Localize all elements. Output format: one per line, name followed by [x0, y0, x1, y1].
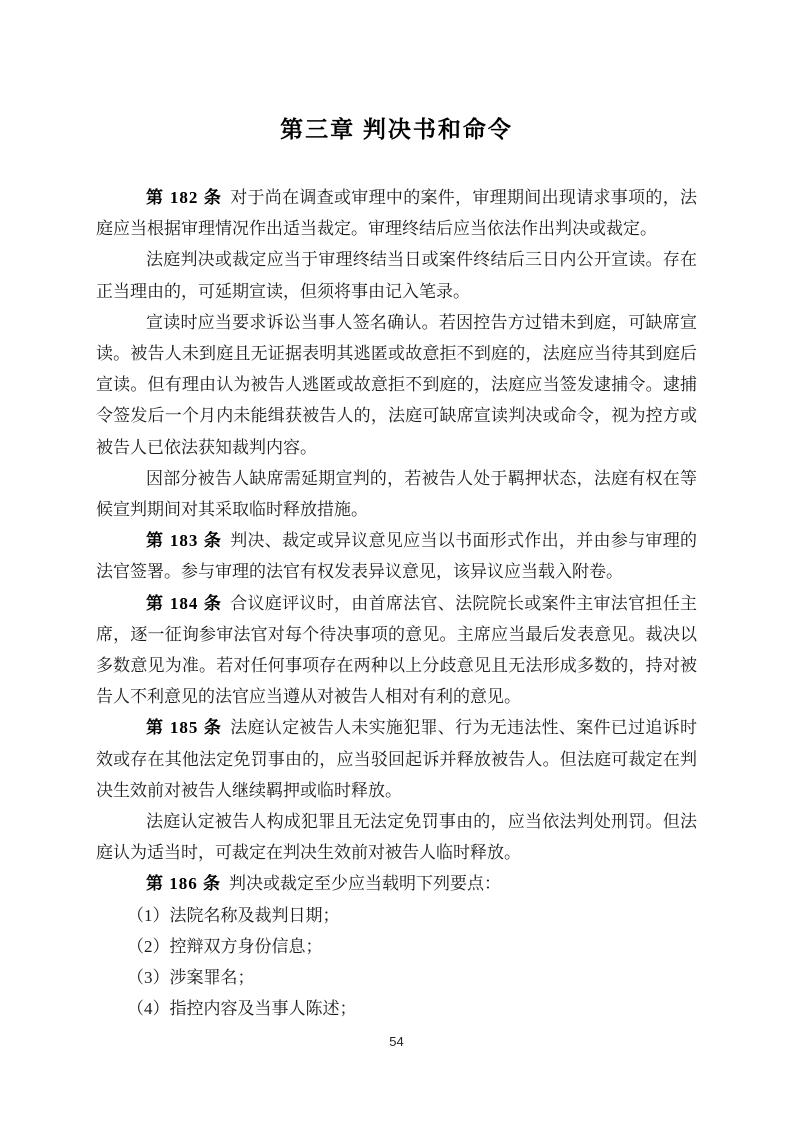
paragraph-text: 法庭认定被告人未实施犯罪、行为无违法性、案件已过追诉时效或存在其他法定免罚事由的，应当驳回起诉并释放被告人。但法庭可裁定在判决生效前对被告人继续羁押或临时释放。 [96, 718, 698, 800]
paragraph [96, 244, 697, 306]
paragraph-text: 法庭认定被告人构成犯罪且无法定免罚事由的，应当依法判处刑罚。但法庭认为适当时，可裁定在判决生效前对被告人临时释放。 [96, 812, 697, 863]
paragraph-text: 宣读时应当要求诉讼当事人签名确认。若因控告方过错未到庭，可缺席宣读。被告人未到庭且无证据表明其逃匿或故意拒不到庭的，法庭应当待其到庭后宣读。但有理由认为被告人逃匿或故意拒不到庭的，法庭应当签发逮捕令。逮捕令签发后一个月内未能缉获被告人的，法庭可缺席宣读判决或命令，视为控方或被告人已依法获知裁判内容。 [96, 312, 697, 457]
numbered-list [96, 900, 697, 1025]
paragraph [96, 712, 697, 806]
article-number: 第 183 条 [146, 531, 223, 551]
paragraph [96, 525, 697, 587]
list-item: （2）控辩双方身份信息； [127, 936, 323, 956]
body-paragraphs [96, 182, 697, 900]
paragraph [96, 588, 697, 713]
article-number: 第 182 条 [146, 188, 223, 207]
list-item: （3）涉案罪名； [127, 968, 255, 988]
article-number: 第 186 条 [146, 874, 221, 894]
page-content [96, 112, 697, 1024]
paragraph-text: 合议庭评议时，由首席法官、法院院长或案件主审法官担任主席，逐一征询参审法官对每个待决事项的意见。主席应当最后发表意见。裁决以多数意见为准。若对任何事项存在两种以上分歧意见且无法形成多数的，持对被告人不利意见的法官应当遵从对被告人相对有利的意见。 [96, 593, 698, 707]
article-number: 第 185 条 [146, 718, 223, 738]
chapter-title: 第三章 判决书和命令 [280, 117, 513, 142]
paragraph [96, 307, 697, 463]
paragraph [96, 463, 697, 525]
paragraph [96, 806, 697, 868]
list-item: （1）法院名称及裁判日期； [127, 905, 340, 925]
paragraph [96, 868, 697, 899]
paragraph-text: 因部分被告人缺席需延期宣判的，若被告人处于羁押状态，法庭有权在等候宣判期间对其采取临时释放措施。 [96, 468, 697, 520]
page-number: 54 [389, 1034, 404, 1049]
paragraph-text: 判决或裁定至少应当载明下列要点： [229, 874, 501, 894]
paragraph-text: 法庭判决或裁定应当于审理终结当日或案件终结后三日内公开宣读。存在正当理由的，可延期宣读，但须将事由记入笔录。 [96, 250, 697, 301]
list-item: （4）指控内容及当事人陈述； [127, 999, 357, 1019]
paragraph [96, 182, 697, 244]
paragraph-text: 判决、裁定或异议意见应当以书面形式作出，并由参与审理的法官签署。参与审理的法官有权发表异议意见，该异议应当载入附卷。 [96, 531, 698, 582]
paragraph-text: 对于尚在调查或审理中的案件，审理期间出现请求事项的，法庭应当根据审理情况作出适当裁定。审理终结后应当依法作出判决或裁定。 [96, 188, 698, 239]
article-number: 第 184 条 [146, 593, 223, 613]
